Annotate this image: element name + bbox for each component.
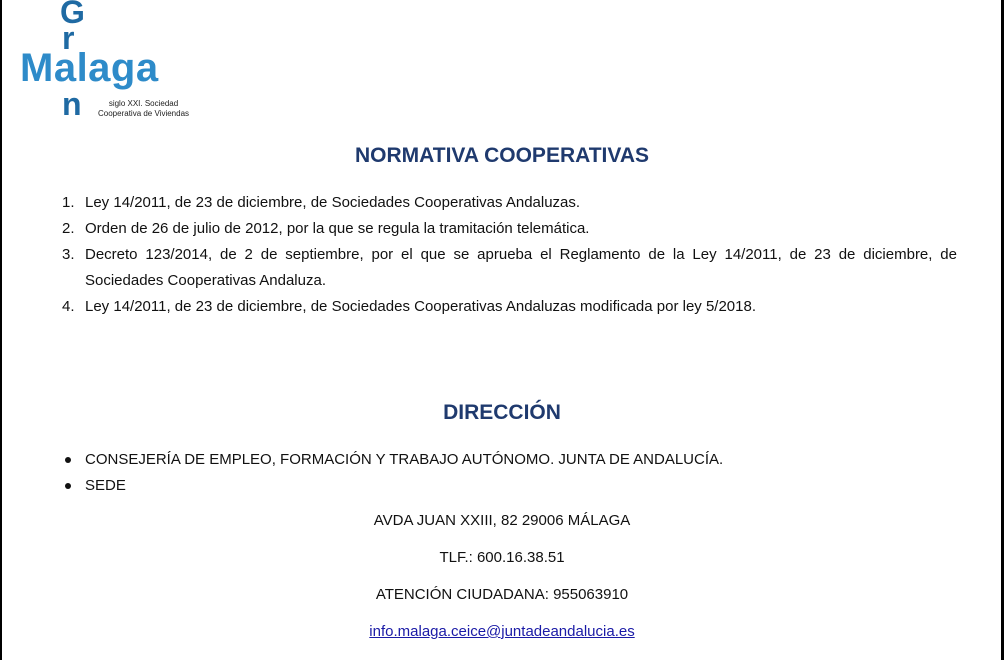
list-item bbox=[62, 190, 957, 216]
list-item-text: Orden de 26 de julio de 2012, por la que se regula la tramitación telemática. bbox=[85, 220, 590, 237]
direccion-heading: DIRECCIÓN bbox=[443, 401, 561, 424]
email-line bbox=[0, 622, 1004, 642]
logo-subtitle-line1: siglo XXI. Sociedad bbox=[108, 99, 179, 108]
normativa-heading: NORMATIVA COOPERATIVAS bbox=[355, 144, 649, 167]
logo-subtitle bbox=[98, 99, 189, 119]
list-item bbox=[62, 242, 957, 294]
direccion-list bbox=[62, 447, 957, 499]
bullet-icon bbox=[65, 483, 71, 489]
phone-line: TLF.: 600.16.38.51 bbox=[439, 549, 565, 566]
logo-letter-g: G bbox=[60, 0, 85, 30]
logo-subtitle-line2: Cooperativa de Viviendas bbox=[98, 109, 190, 118]
attention-line: ATENCIÓN CIUDADANA: 955063910 bbox=[375, 586, 629, 603]
gran-malaga-logo bbox=[20, 0, 210, 125]
list-item bbox=[62, 294, 957, 320]
list-item-text: CONSEJERÍA DE EMPLEO, FORMACIÓN Y TRABAJO AUTÓNOMO. JUNTA DE ANDALUCÍA. bbox=[85, 451, 724, 468]
list-item-text: SEDE bbox=[85, 477, 126, 494]
list-item-number: 4. bbox=[62, 298, 75, 315]
email-link[interactable]: info.malaga.ceice@juntadeandalucia.es bbox=[369, 623, 635, 640]
logo-letter-r: r bbox=[62, 20, 75, 56]
list-item-number: 2. bbox=[62, 220, 75, 237]
logo-letter-n: n bbox=[62, 86, 82, 122]
list-item bbox=[62, 473, 957, 499]
list-item-number: 1. bbox=[62, 194, 75, 211]
list-item bbox=[62, 447, 957, 473]
list-item-number: 3. bbox=[62, 246, 75, 263]
logo-word: Malaga bbox=[20, 46, 159, 90]
list-item bbox=[62, 216, 957, 242]
list-item-text: Ley 14/2011, de 23 de diciembre, de Sociedades Cooperativas Andaluzas modificada por ley 5/2018. bbox=[85, 298, 757, 315]
bullet-icon bbox=[65, 457, 71, 463]
list-item-text: Ley 14/2011, de 23 de diciembre, de Sociedades Cooperativas Andaluzas. bbox=[85, 194, 581, 211]
normativa-list bbox=[62, 190, 957, 320]
list-item-text: Decreto 123/2014, de 2 de septiembre, por el que se aprueba el Reglamento de la Ley 14/2011, de 23 de diciembre, de Sociedades Cooperativas Andaluza. bbox=[85, 246, 957, 289]
address-line: AVDA JUAN XXIII, 82 29006 MÁLAGA bbox=[373, 512, 631, 529]
